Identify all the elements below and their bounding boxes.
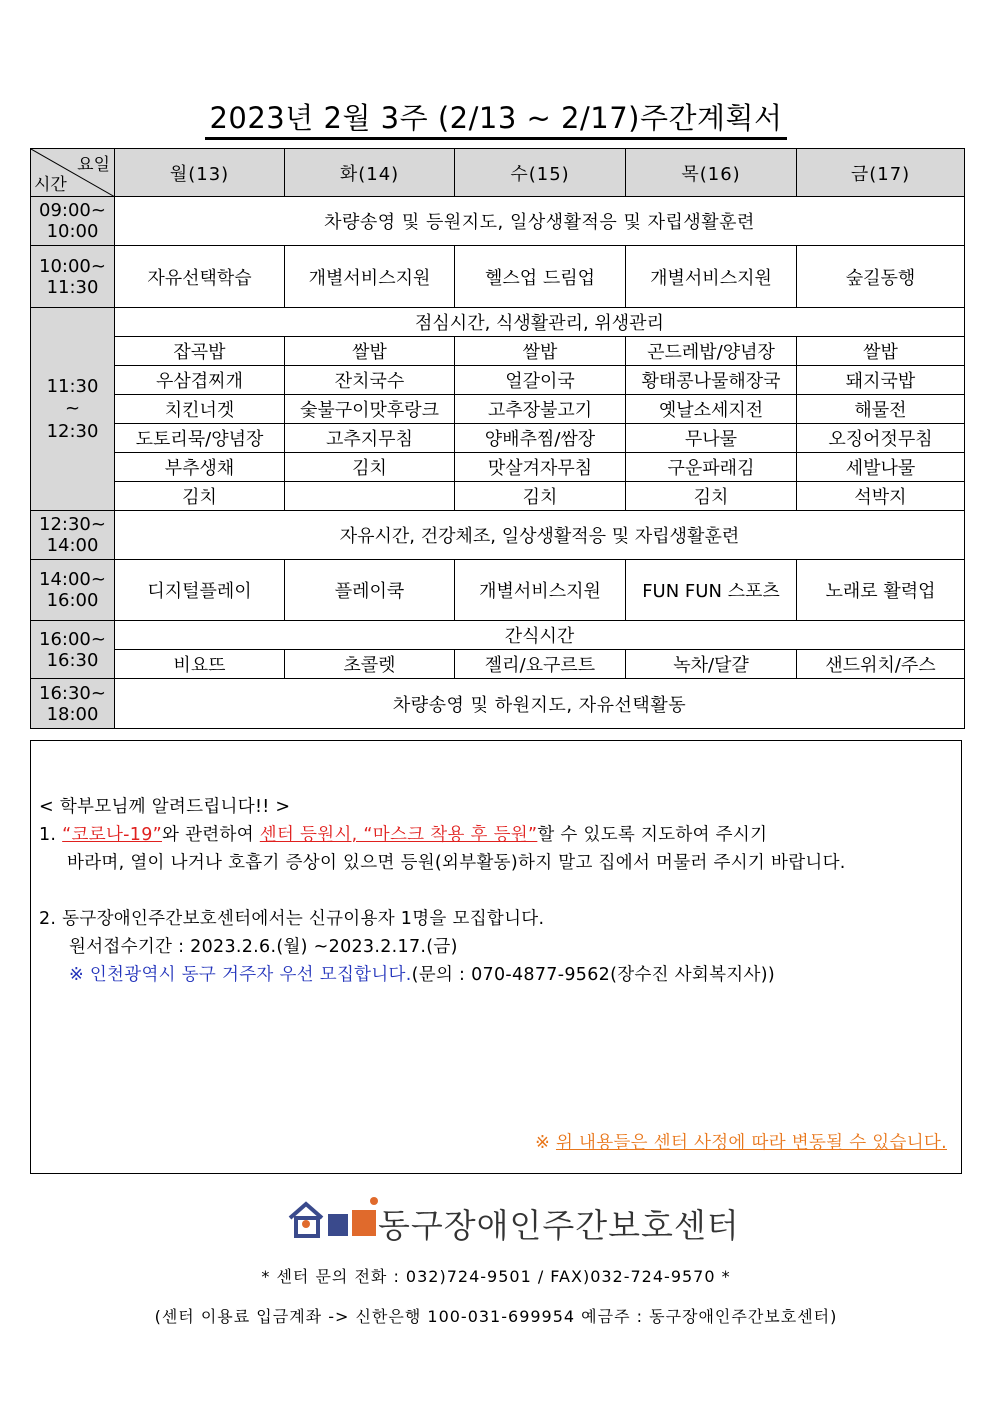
- notice-item-2: 2. 동구장애인주간보호센터에서는 신규이용자 1명을 모집합니다.: [39, 909, 545, 929]
- snack-item: 초콜렛: [285, 650, 455, 679]
- menu-item: 곤드레밥/양념장: [626, 337, 797, 366]
- activity-cell: 헬스업 드림업: [455, 246, 626, 308]
- notice-box: [30, 740, 962, 1174]
- menu-item: 구운파래김: [626, 453, 797, 482]
- snack-item: 젤리/요구르트: [455, 650, 626, 679]
- menu-item: 숯불구이맛후랑크: [285, 395, 455, 424]
- menu-item: 황태콩나물해장국: [626, 366, 797, 395]
- contact-info: * 센터 문의 전화 : 032)724-9501 / FAX)032-724-9570 *: [261, 1267, 731, 1286]
- menu-item: 고추장불고기: [455, 395, 626, 424]
- menu-row: [31, 424, 965, 453]
- day-header-tue: 화(14): [285, 149, 455, 197]
- menu-item: 세발나물: [797, 453, 965, 482]
- schedule-row: [31, 246, 965, 308]
- time-cell: 09:00~ 10:00: [31, 197, 115, 246]
- menu-item: 양배추찜/쌈장: [455, 424, 626, 453]
- menu-item: 김치: [285, 453, 455, 482]
- time-cell: 11:30 ~ 12:30: [31, 308, 115, 511]
- menu-item: 무나물: [626, 424, 797, 453]
- menu-item: 맛살겨자무침: [455, 453, 626, 482]
- activity-cell: 노래로 활력업: [797, 560, 965, 621]
- menu-item: 쌀밥: [797, 337, 965, 366]
- activity-cell: 플레이쿡: [285, 560, 455, 621]
- schedule-row: [31, 197, 965, 246]
- activity-cell: 자유시간, 건강체조, 일상생활적응 및 자립생활훈련: [115, 511, 965, 560]
- time-cell: 10:00~ 11:30: [31, 246, 115, 308]
- activity-cell: 차량송영 및 등원지도, 일상생활적응 및 자립생활훈련: [115, 197, 965, 246]
- lunch-header-row: [31, 308, 965, 337]
- day-header-wed: 수(15): [455, 149, 626, 197]
- snack-item: 녹차/달걀: [626, 650, 797, 679]
- menu-item: 고추지무침: [285, 424, 455, 453]
- time-cell: 12:30~ 14:00: [31, 511, 115, 560]
- corner-time-label: 시간: [34, 175, 67, 195]
- notice-item-2-priority: ※ 인천광역시 동구 거주자 우선 모집합니다.(문의 : 070-4877-9562(장수진 사회복지사)): [69, 965, 775, 985]
- menu-item: 도토리묵/양념장: [115, 424, 285, 453]
- snack-header-row: [31, 621, 965, 650]
- menu-row: [31, 366, 965, 395]
- corner-cell: [31, 149, 115, 197]
- menu-item: 치킨너겟: [115, 395, 285, 424]
- menu-item: 쌀밥: [285, 337, 455, 366]
- schedule-row: [31, 560, 965, 621]
- notice-heading: < 학부모님께 알려드립니다!! >: [39, 797, 291, 817]
- lunch-header: 점심시간, 식생활관리, 위생관리: [115, 308, 965, 337]
- menu-item: 잡곡밥: [115, 337, 285, 366]
- bank-info: (센터 이용료 입금계좌 -> 신한은행 100-031-699954 예금주 : 동구장애인주간보호센터): [154, 1307, 838, 1326]
- covid-highlight: “코로나-19”: [62, 825, 163, 845]
- activity-cell: 자유선택학습: [115, 246, 285, 308]
- time-cell: 14:00~ 16:00: [31, 560, 115, 621]
- day-header-mon: 월(13): [115, 149, 285, 197]
- activity-cell: 숲길동행: [797, 246, 965, 308]
- snack-item: 샌드위치/주스: [797, 650, 965, 679]
- menu-item: 석박지: [797, 482, 965, 511]
- snack-row: [31, 650, 965, 679]
- menu-item: 우삼겹찌개: [115, 366, 285, 395]
- header-row: [31, 149, 965, 197]
- menu-row: [31, 453, 965, 482]
- menu-item: 해물전: [797, 395, 965, 424]
- day-header-thu: 목(16): [626, 149, 797, 197]
- menu-item: 얼갈이국: [455, 366, 626, 395]
- notice-item-1: 1. “코로나-19”와 관련하여 센터 등원시, “마스크 착용 후 등원”할 수 있도록 지도하여 주시기: [39, 825, 768, 845]
- menu-item: [285, 482, 455, 511]
- menu-item: 옛날소세지전: [626, 395, 797, 424]
- activity-cell: 개별서비스지원: [455, 560, 626, 621]
- day-header-fri: 금(17): [797, 149, 965, 197]
- weekly-schedule-table: [30, 148, 965, 729]
- activity-cell: FUN FUN 스포츠: [626, 560, 797, 621]
- center-logo-icon: [288, 1196, 380, 1240]
- menu-item: 잔치국수: [285, 366, 455, 395]
- menu-item: 김치: [115, 482, 285, 511]
- menu-item: 김치: [626, 482, 797, 511]
- notice-item-2-period: 원서접수기간 : 2023.2.6.(월) ~2023.2.17.(금): [69, 937, 458, 957]
- snack-item: 비요뜨: [115, 650, 285, 679]
- schedule-row: [31, 679, 965, 729]
- time-cell: 16:00~ 16:30: [31, 621, 115, 679]
- time-cell: 16:30~ 18:00: [31, 679, 115, 729]
- menu-item: 부추생채: [115, 453, 285, 482]
- activity-cell: 개별서비스지원: [626, 246, 797, 308]
- mask-highlight: 센터 등원시, “마스크 착용 후 등원”: [259, 825, 538, 845]
- menu-row: [31, 395, 965, 424]
- schedule-row: [31, 511, 965, 560]
- snack-header: 간식시간: [115, 621, 965, 650]
- notice-item-1-line2: 바라며, 열이 나거나 호흡기 증상이 있으면 등원(외부활동)하지 말고 집에서 머물러 주시기 바랍니다.: [67, 853, 846, 873]
- activity-cell: 차량송영 및 하원지도, 자유선택활동: [115, 679, 965, 729]
- corner-day-label: 요일: [77, 155, 110, 175]
- menu-item: 김치: [455, 482, 626, 511]
- activity-cell: 개별서비스지원: [285, 246, 455, 308]
- menu-row: [31, 337, 965, 366]
- menu-item: 돼지국밥: [797, 366, 965, 395]
- menu-row: [31, 482, 965, 511]
- menu-item: 오징어젓무침: [797, 424, 965, 453]
- notice-footnote: ※ 위 내용들은 센터 사정에 따라 변동될 수 있습니다.: [535, 1133, 947, 1153]
- center-name: 동구장애인주간보호센터: [378, 1206, 740, 1245]
- activity-cell: 디지털플레이: [115, 560, 285, 621]
- menu-item: 쌀밥: [455, 337, 626, 366]
- page-title: 2023년 2월 3주 (2/13 ~ 2/17)주간계획서: [0, 96, 992, 137]
